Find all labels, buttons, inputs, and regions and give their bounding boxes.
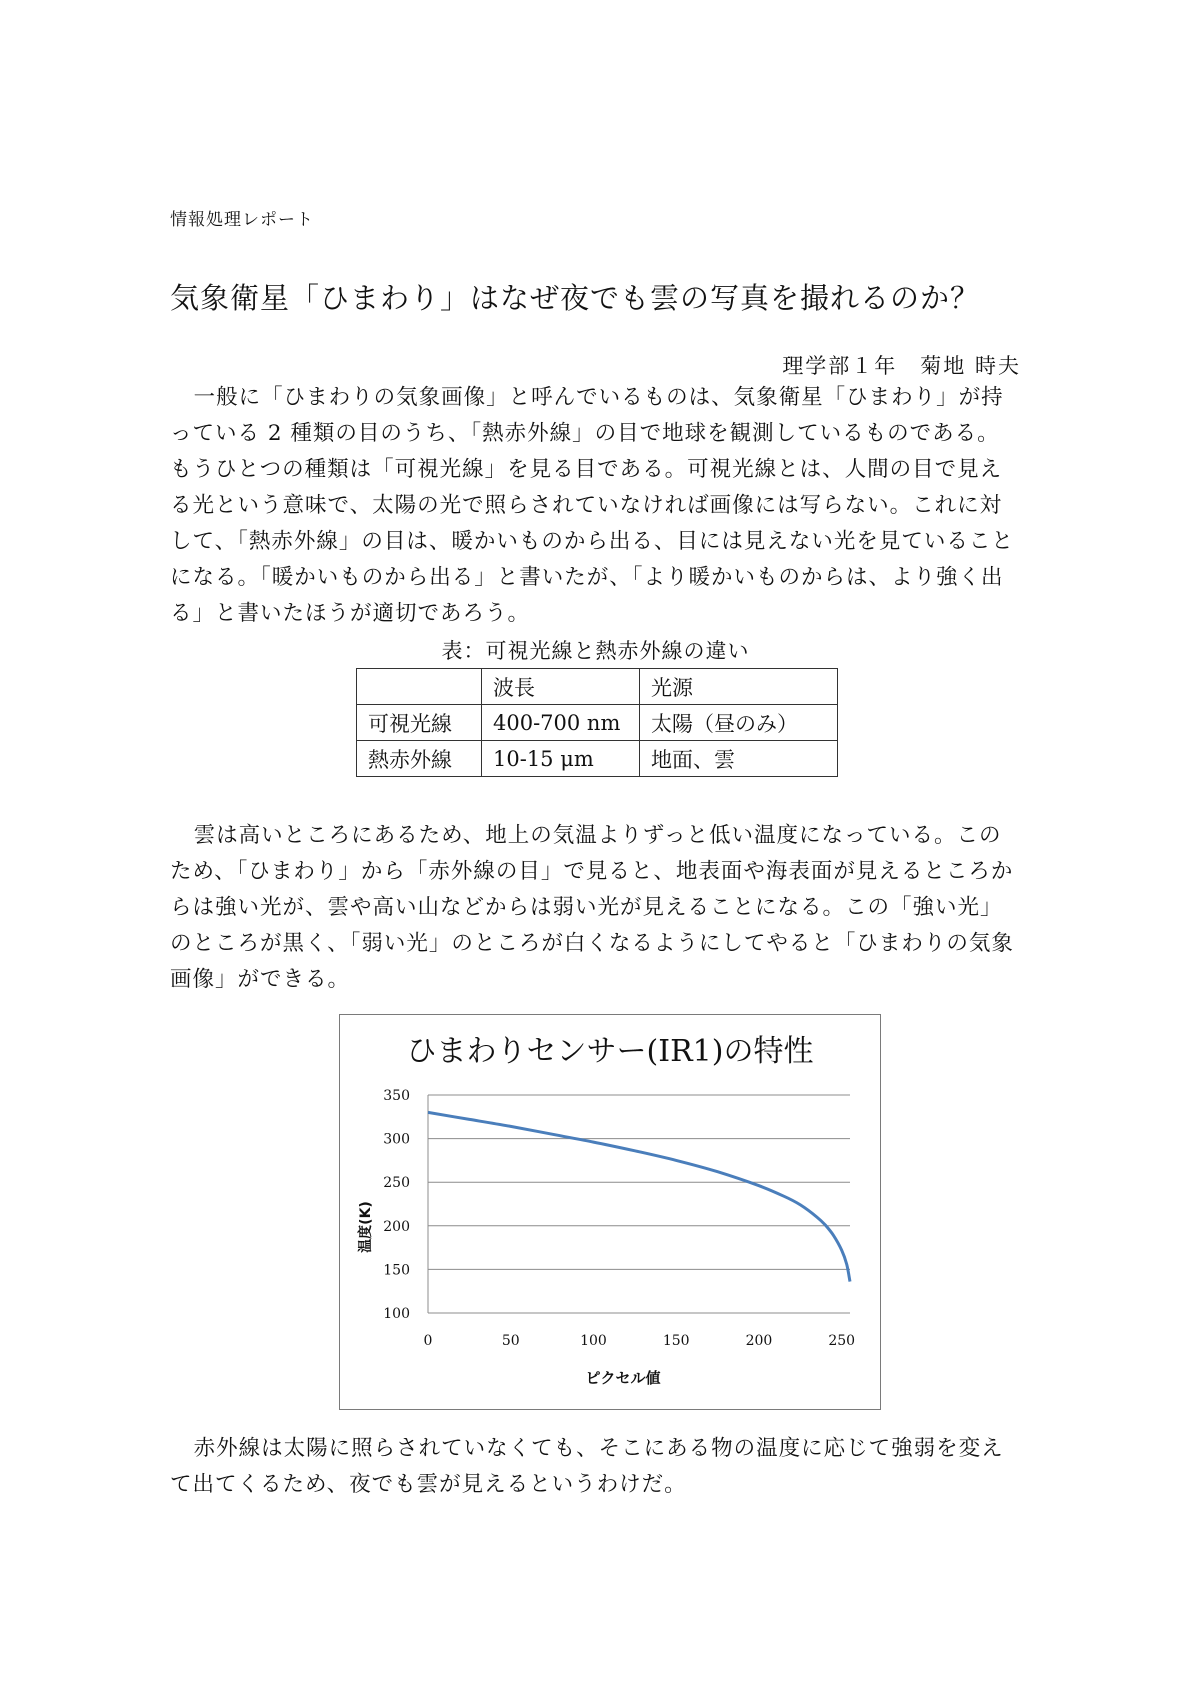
table-header-cell — [357, 669, 482, 705]
chart-title: ひまわりセンサー(IR1)の特性 — [406, 1034, 814, 1069]
x-axis-label: ピクセル値 — [585, 1369, 661, 1387]
table-cell: 熱赤外線 — [357, 741, 482, 777]
table-cell: 400-700 nm — [482, 705, 640, 741]
sensor-chart-svg — [340, 1015, 880, 1409]
y-tick-labels — [383, 1088, 410, 1322]
sensor-chart — [339, 1014, 881, 1410]
y-tick-label: 100 — [383, 1306, 410, 1322]
y-tick-label: 350 — [383, 1088, 410, 1104]
x-tick-label: 0 — [423, 1333, 433, 1349]
x-tick-label: 250 — [828, 1333, 856, 1349]
report-label: 情報処理レポート — [170, 210, 314, 230]
paragraph-clouds: 雲は高いところにあるため、地上の気温よりずっと低い温度になっている。このため、「ひまわり」から「赤外線の目」で見ると、地表面や海表面が見えるところからは強い光が、雲や高い山などからは弱い光が見えることになる。この「強い光」のところが黒く、「弱い光」のところが白くなるようにしてやると「ひまわりの気象画像」ができる。 — [170, 823, 1014, 992]
author-line: 理学部１年 菊地 時夫 — [782, 354, 1021, 378]
table-cell: 太陽（昼のみ） — [640, 705, 838, 741]
table-caption: 表：可視光線と熱赤外線の違い — [441, 639, 750, 663]
table-row — [357, 705, 838, 741]
paragraph-intro: 一般に「ひまわりの気象画像」と呼んでいるものは、気象衛星「ひまわり」が持っている 2 種類の目のうち、「熱赤外線」の目で地球を観測しているものである。もうひとつの種類は「可視光線」を見る目である。可視光線とは、人間の目で見える光という意味で、太陽の光で照らされていなければ画像には写らない。これに対して、「熱赤外線」の目は、暖かいものから出る、目には見えない光を見ていることになる。「暖かいものから出る」と書いたが、「より暖かいものからは、より強く出る」と書いたほうが適切であろう。 — [170, 385, 1014, 626]
x-tick-label: 200 — [745, 1333, 773, 1349]
x-tick-label: 100 — [580, 1333, 607, 1349]
table-cell: 地面、雲 — [640, 741, 838, 777]
paragraph-conclusion: 赤外線は太陽に照らされていなくても、そこにある物の温度に応じて強弱を変えて出てくるため、夜でも雲が見えるというわけだ。 — [170, 1436, 1004, 1497]
comparison-table — [356, 668, 838, 777]
x-tick-label: 50 — [501, 1333, 520, 1349]
y-axis-label: 温度(K) — [358, 1201, 374, 1253]
table-header-cell: 光源 — [640, 669, 838, 705]
series-line — [428, 1112, 850, 1281]
table-cell: 10-15 μm — [482, 741, 640, 777]
table-row — [357, 741, 838, 777]
y-tick-label: 250 — [383, 1175, 410, 1192]
chart-grid — [428, 1095, 850, 1313]
table-header-cell: 波長 — [482, 669, 640, 705]
table-header-row — [357, 669, 838, 705]
table-cell: 可視光線 — [357, 705, 482, 741]
y-tick-label: 300 — [383, 1131, 410, 1148]
document-title: 気象衛星「ひまわり」はなぜ夜でも雲の写真を撮れるのか？ — [170, 281, 981, 315]
x-tick-label: 150 — [662, 1333, 690, 1349]
x-tick-labels — [424, 1333, 856, 1349]
y-tick-label: 150 — [383, 1262, 410, 1279]
y-tick-label: 200 — [383, 1218, 410, 1235]
